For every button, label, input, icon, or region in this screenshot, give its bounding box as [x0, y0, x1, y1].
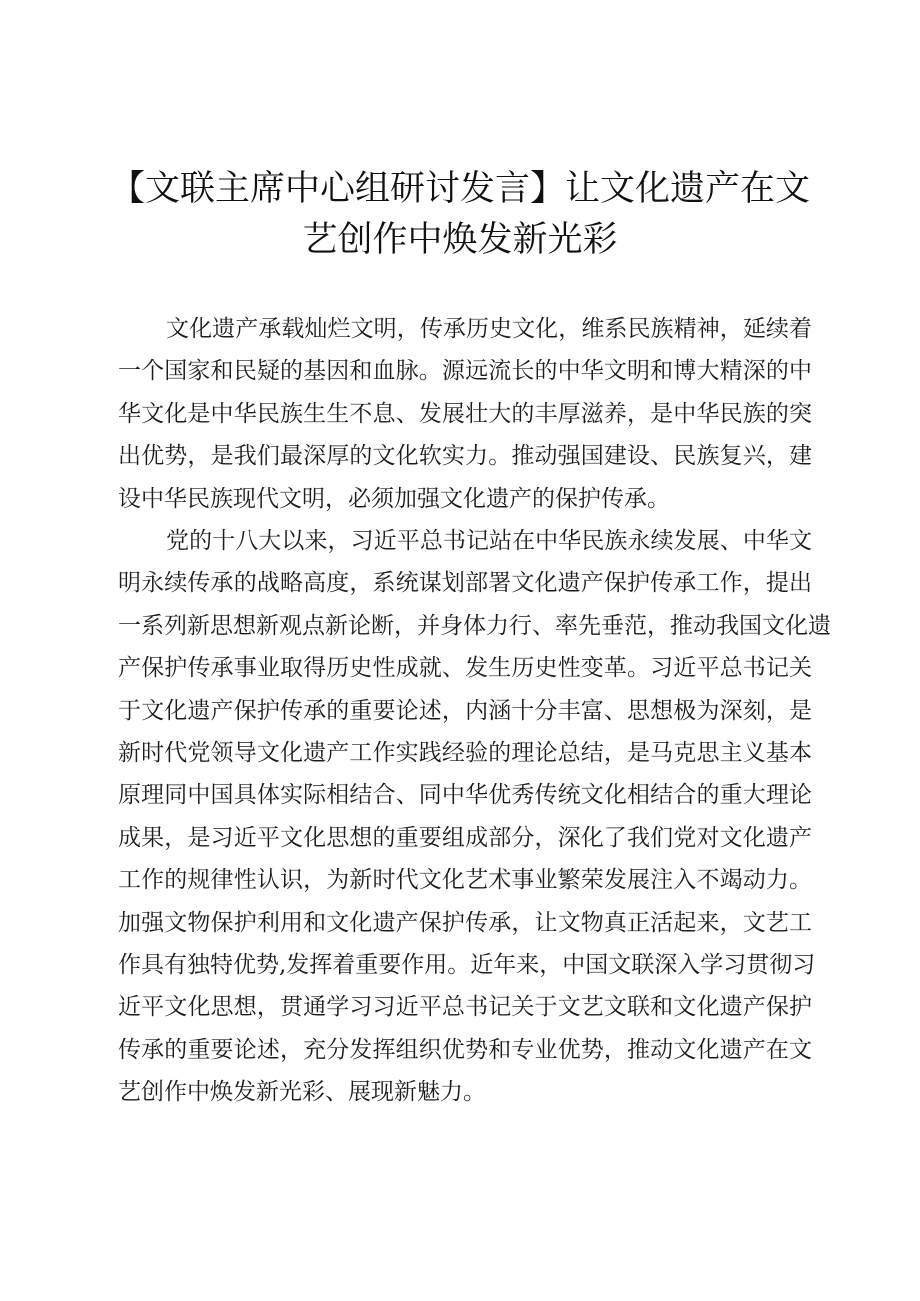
paragraph-2: [118, 520, 831, 1113]
paragraph-line: 文化遗产承载灿烂文明，传承历史文化，维系民族精神，延续着: [166, 316, 812, 342]
paragraph-line: 党的十八大以来，习近平总书记站在中华民族永续发展、中华文: [166, 528, 812, 554]
paragraph-1: [118, 308, 812, 520]
paragraph-line: 设中华民族现代文明，必须加强文化遗产的保护传承。: [118, 485, 670, 512]
document-title-line-1: 【文联主席中心组研讨发言】让文化遗产在文: [109, 169, 810, 209]
paragraph-line: 传承的重要论述，充分发挥组织优势和专业优势，推动文化遗产在文: [118, 1036, 812, 1063]
paragraph-line: 加强文物保护利用和文化遗产保护传承，让文物真正活起来，文艺工: [118, 909, 812, 936]
paragraph-line: 工作的规律性认识，为新时代文化艺术事业繁荣发展注入不竭动力。: [118, 867, 812, 894]
paragraph-line: 作具有独特优势,发挥着重要作用。近年来，中国文联深入学习贯彻习: [118, 951, 816, 978]
paragraph-line: 产保护传承事业取得历史性成就、发生历史性变革。习近平总书记关: [118, 655, 812, 682]
paragraph-line: 明永续传承的战略高度，系统谋划部署文化遗产保护传承工作，提出: [118, 570, 812, 597]
paragraph-line: 成果，是习近平文化思想的重要组成部分，深化了我们党对文化遗产: [118, 824, 812, 851]
paragraph-line: 新时代党领导文化遗产工作实践经验的理论总结，是马克思主义基本: [118, 739, 812, 766]
paragraph-line: 一系列新思想新观点新论断，并身体力行、率先垂范，推动我国文化遗: [118, 612, 831, 639]
paragraph-line: 原理同中国具体实际相结合、同中华优秀传统文化相结合的重大理论: [118, 782, 812, 809]
paragraph-line: 一个国家和民疑的基因和血脉。源远流长的中华文明和博大精深的中: [118, 358, 812, 385]
paragraph-line: 于文化遗产保护传承的重要论述，内涵十分丰富、思想极为深刻，是: [118, 697, 812, 724]
paragraph-line: 艺创作中焕发新光彩、展现新魅力。: [118, 1079, 486, 1106]
paragraph-line: 出优势，是我们最深厚的文化软实力。推动强国建设、民族复兴，建: [118, 443, 812, 470]
document-title-line-2: 艺创作中焕发新光彩: [302, 220, 618, 260]
paragraph-line: 近平文化思想，贯通学习习近平总书记关于文艺文联和文化遗产保护: [118, 994, 812, 1021]
paragraph-line: 华文化是中华民族生生不息、发展壮大的丰厚滋养，是中华民族的突: [118, 400, 812, 427]
